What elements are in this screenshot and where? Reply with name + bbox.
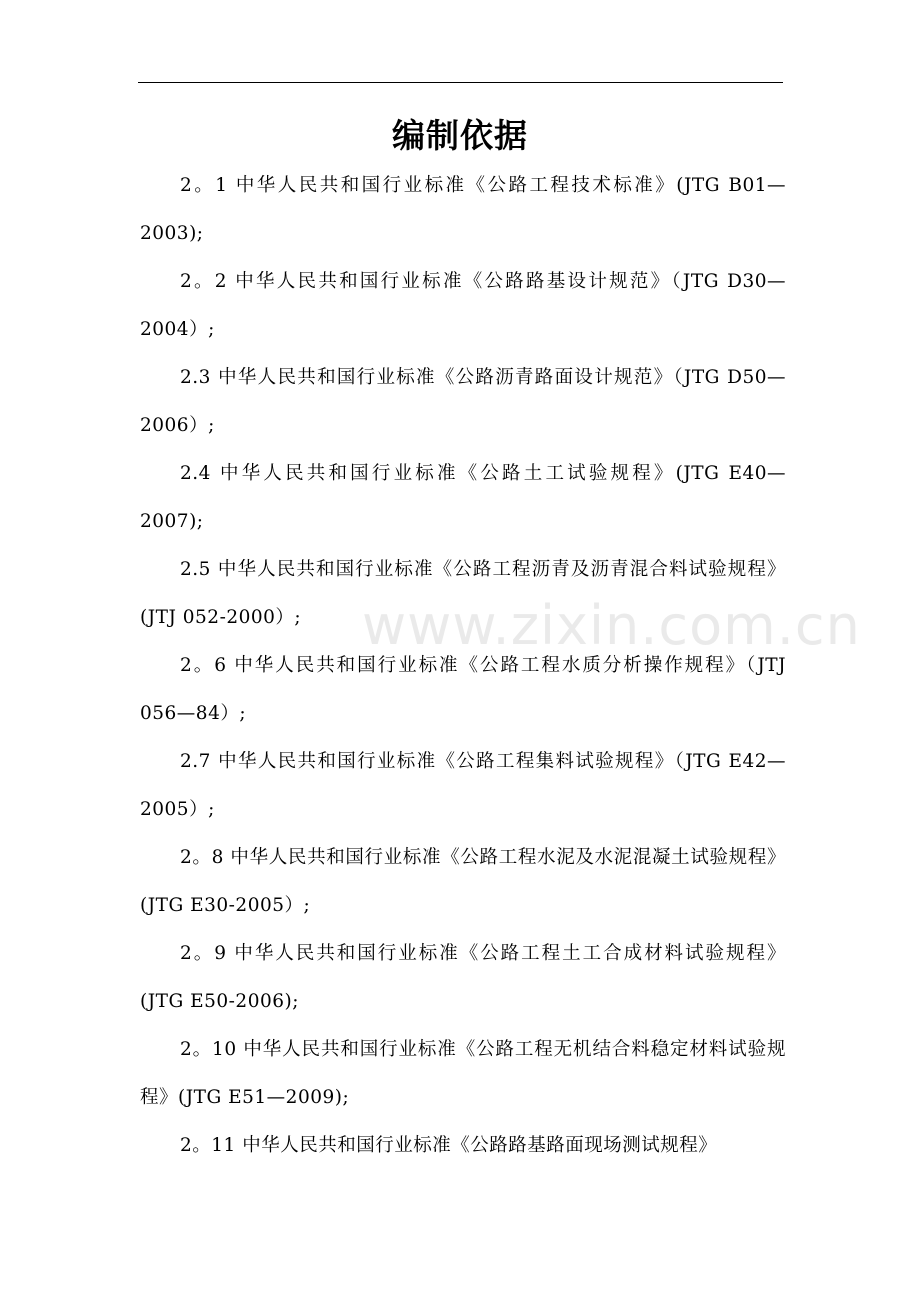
- reference-item-2-10: 2。10 中华人民共和国行业标准《公路工程无机结合料稳定材料试验规程》(JTG E51—2009);: [140, 1039, 786, 1108]
- reference-item-2-6: 2。6 中华人民共和国行业标准《公路工程水质分析操作规程》（JTJ 056—84）;: [140, 655, 786, 724]
- reference-item-2-1: 2。1 中华人民共和国行业标准《公路工程技术标准》(JTG B01—2003);: [140, 175, 786, 244]
- reference-item-2-5: 2.5 中华人民共和国行业标准《公路工程沥青及沥青混合料试验规程》(JTJ 052-2000）;: [140, 559, 786, 628]
- reference-item-2-8: 2。8 中华人民共和国行业标准《公路工程水泥及水泥混凝土试验规程》(JTG E30-2005）;: [140, 847, 786, 916]
- reference-item-2-2: 2。2 中华人民共和国行业标准《公路路基设计规范》（JTG D30—2004）;: [140, 271, 786, 340]
- reference-item-2-9: 2。9 中华人民共和国行业标准《公路工程土工合成材料试验规程》(JTG E50-2006);: [140, 943, 786, 1012]
- watermark: www.zixin.com.cn: [362, 594, 861, 657]
- reference-item-2-3: 2.3 中华人民共和国行业标准《公路沥青路面设计规范》（JTG D50—2006）;: [140, 367, 786, 436]
- page-title: 编制依据: [392, 116, 528, 155]
- reference-item-2-7: 2.7 中华人民共和国行业标准《公路工程集料试验规程》（JTG E42—2005）;: [140, 751, 786, 820]
- reference-item-2-4: 2.4 中华人民共和国行业标准《公路土工试验规程》(JTG E40—2007);: [140, 463, 786, 532]
- reference-list: [140, 162, 786, 1170]
- reference-item-2-11: 2。11 中华人民共和国行业标准《公路路基路面现场测试规程》: [180, 1135, 718, 1156]
- header-rule: [138, 82, 783, 83]
